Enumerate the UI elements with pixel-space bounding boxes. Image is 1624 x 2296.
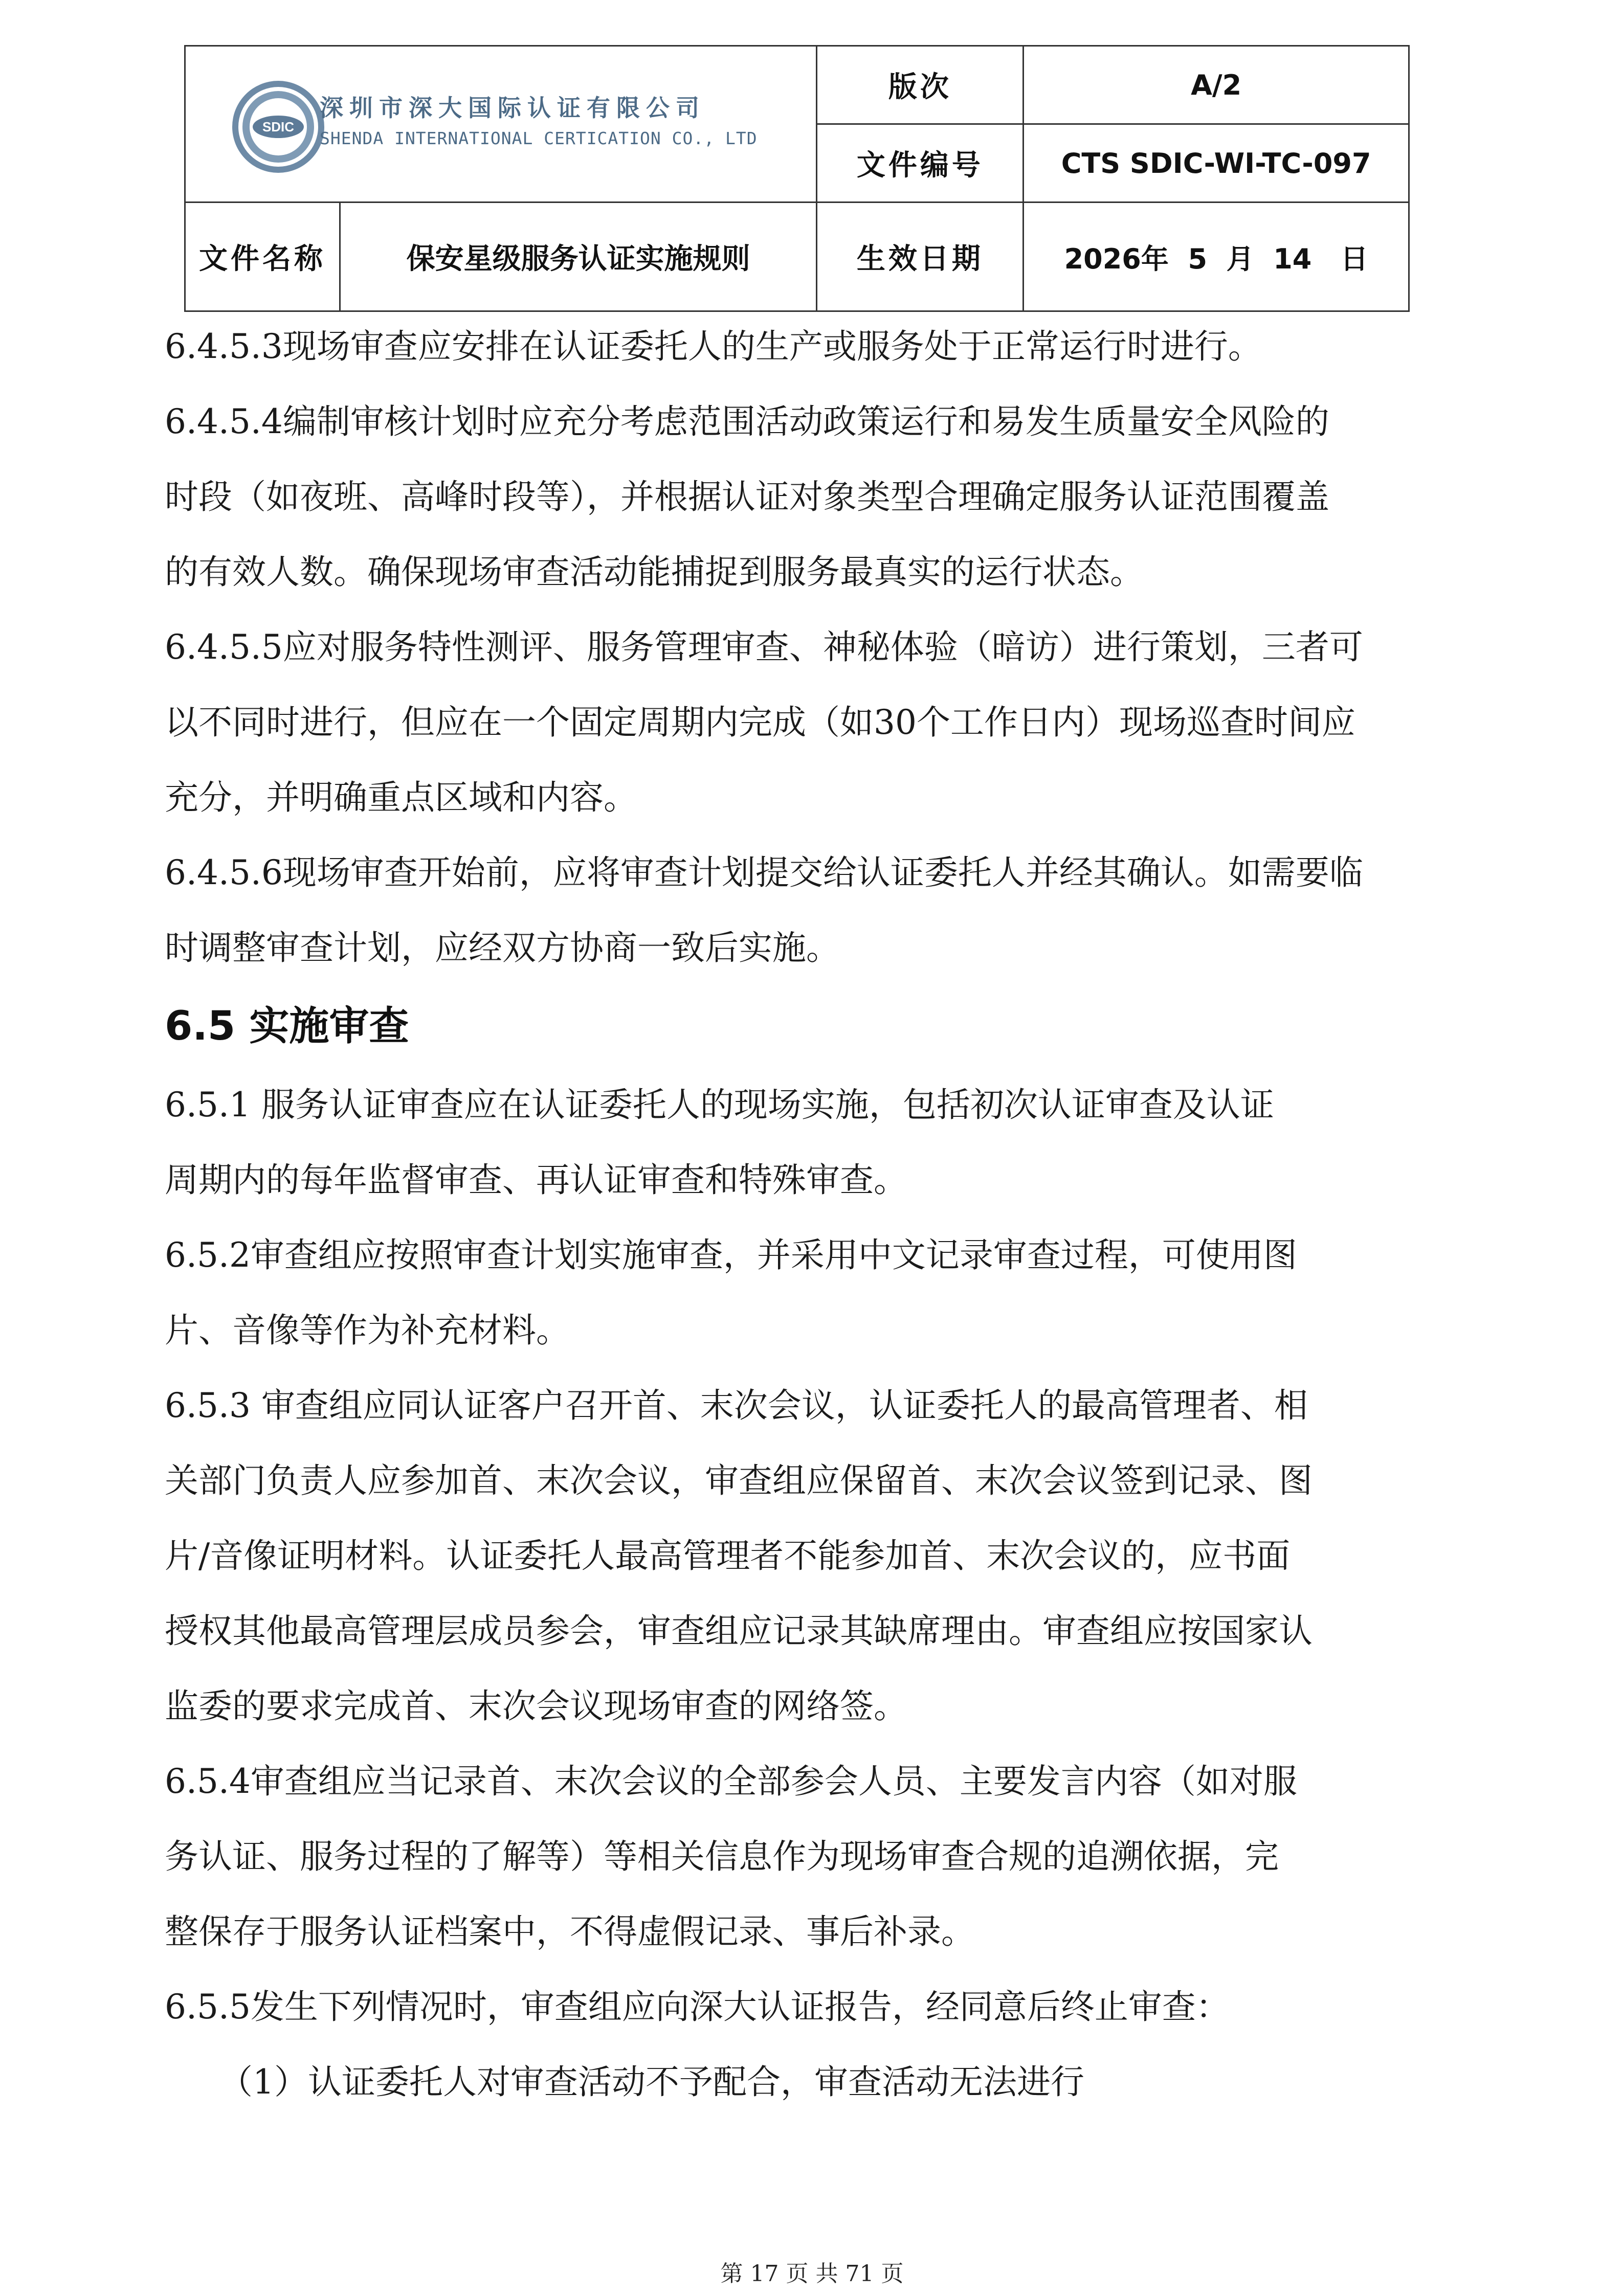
- text-line: 时段（如夜班、高峰时段等），并根据认证对象类型合理确定服务认证范围覆盖: [165, 477, 1329, 516]
- effective-date-label: 生效日期: [817, 202, 1024, 311]
- text-line: 6.4.5.3现场审查应安排在认证委托人的生产或服务处于正常运行时进行。: [165, 327, 1262, 366]
- page-footer: 第 17 页 共 71 页: [720, 2261, 904, 2287]
- text-line: 整保存于服务认证档案中，不得虚假记录、事后补录。: [165, 1912, 975, 1951]
- svg-text:SDIC: SDIC: [262, 119, 295, 134]
- text-line: 授权其他最高管理层成员参会，审查组应记录其缺席理由。审查组应按国家认: [165, 1611, 1312, 1651]
- sdic-seal-icon: [230, 78, 327, 175]
- text-line: 6.4.5.6现场审查开始前，应将审查计划提交给认证委托人并经其确认。如需要临: [165, 853, 1363, 892]
- doc-number-label: 文件编号: [817, 124, 1024, 202]
- doc-name-cell: [185, 202, 817, 311]
- text-line: 6.5.5发生下列情况时，审查组应向深大认证报告，经同意后终止审查：: [165, 1987, 1230, 2027]
- doc-number-value: CTS SDIC-WI-TC-097: [1024, 124, 1409, 202]
- text-line: 时调整审查计划，应经双方协商一致后实施。: [165, 928, 840, 967]
- text-line: 的有效人数。确保现场审查活动能捕捉到服务最真实的运行状态。: [165, 552, 1144, 592]
- text-line: 片/音像证明材料。认证委托人最高管理者不能参加首、末次会议的，应书面: [165, 1536, 1291, 1575]
- company-name-cn: 深圳市深大国际认证有限公司: [320, 94, 705, 122]
- version-label: 版次: [817, 46, 1024, 124]
- version-value: A/2: [1024, 46, 1409, 124]
- text-line: 片、音像等作为补充材料。: [165, 1311, 570, 1350]
- company-logo: [230, 78, 818, 175]
- doc-name-value: 保安星级服务认证实施规则: [406, 242, 750, 276]
- section-heading: 6.5 实施审查: [165, 1003, 409, 1049]
- list-item: （1）认证委托人对审查活动不予配合，审查活动无法进行: [219, 2062, 1084, 2102]
- company-name-en: SHENDA INTERNATIONAL CERTICATION CO., LTD: [320, 128, 758, 148]
- effective-date-value: 2026年 5 月 14 日: [1024, 202, 1409, 311]
- text-line: 6.5.3 审查组应同认证客户召开首、末次会议，认证委托人的最高管理者、相: [165, 1386, 1308, 1425]
- text-line: 以不同时进行，但应在一个固定周期内完成（如30个工作日内）现场巡查时间应: [165, 703, 1355, 742]
- text-line: 6.5.1 服务认证审查应在认证委托人的现场实施，包括初次认证审查及认证: [165, 1085, 1274, 1124]
- text-line: 6.5.4审查组应当记录首、末次会议的全部参会人员、主要发言内容（如对服: [165, 1762, 1297, 1801]
- doc-name-label: 文件名称: [186, 203, 341, 310]
- document-header-table: [184, 45, 1410, 312]
- company-logo-cell: [185, 46, 817, 202]
- text-line: 6.4.5.4编制审核计划时应充分考虑范围活动政策运行和易发生质量安全风险的: [165, 402, 1329, 441]
- text-line: 监委的要求完成首、末次会议现场审查的网络签。: [165, 1686, 907, 1726]
- document-body: [165, 309, 1474, 2120]
- text-line: 务认证、服务过程的了解等）等相关信息作为现场审查合规的追溯依据，完: [165, 1837, 1279, 1876]
- text-line: 6.5.2审查组应按照审查计划实施审查，并采用中文记录审查过程，可使用图: [165, 1235, 1297, 1275]
- text-line: 充分，并明确重点区域和内容。: [165, 778, 637, 817]
- text-line: 周期内的每年监督审查、再认证审查和特殊审查。: [165, 1160, 907, 1200]
- text-line: 关部门负责人应参加首、末次会议，审查组应保留首、末次会议签到记录、图: [165, 1461, 1312, 1500]
- text-line: 6.4.5.5应对服务特性测评、服务管理审查、神秘体验（暗访）进行策划，三者可: [165, 627, 1363, 667]
